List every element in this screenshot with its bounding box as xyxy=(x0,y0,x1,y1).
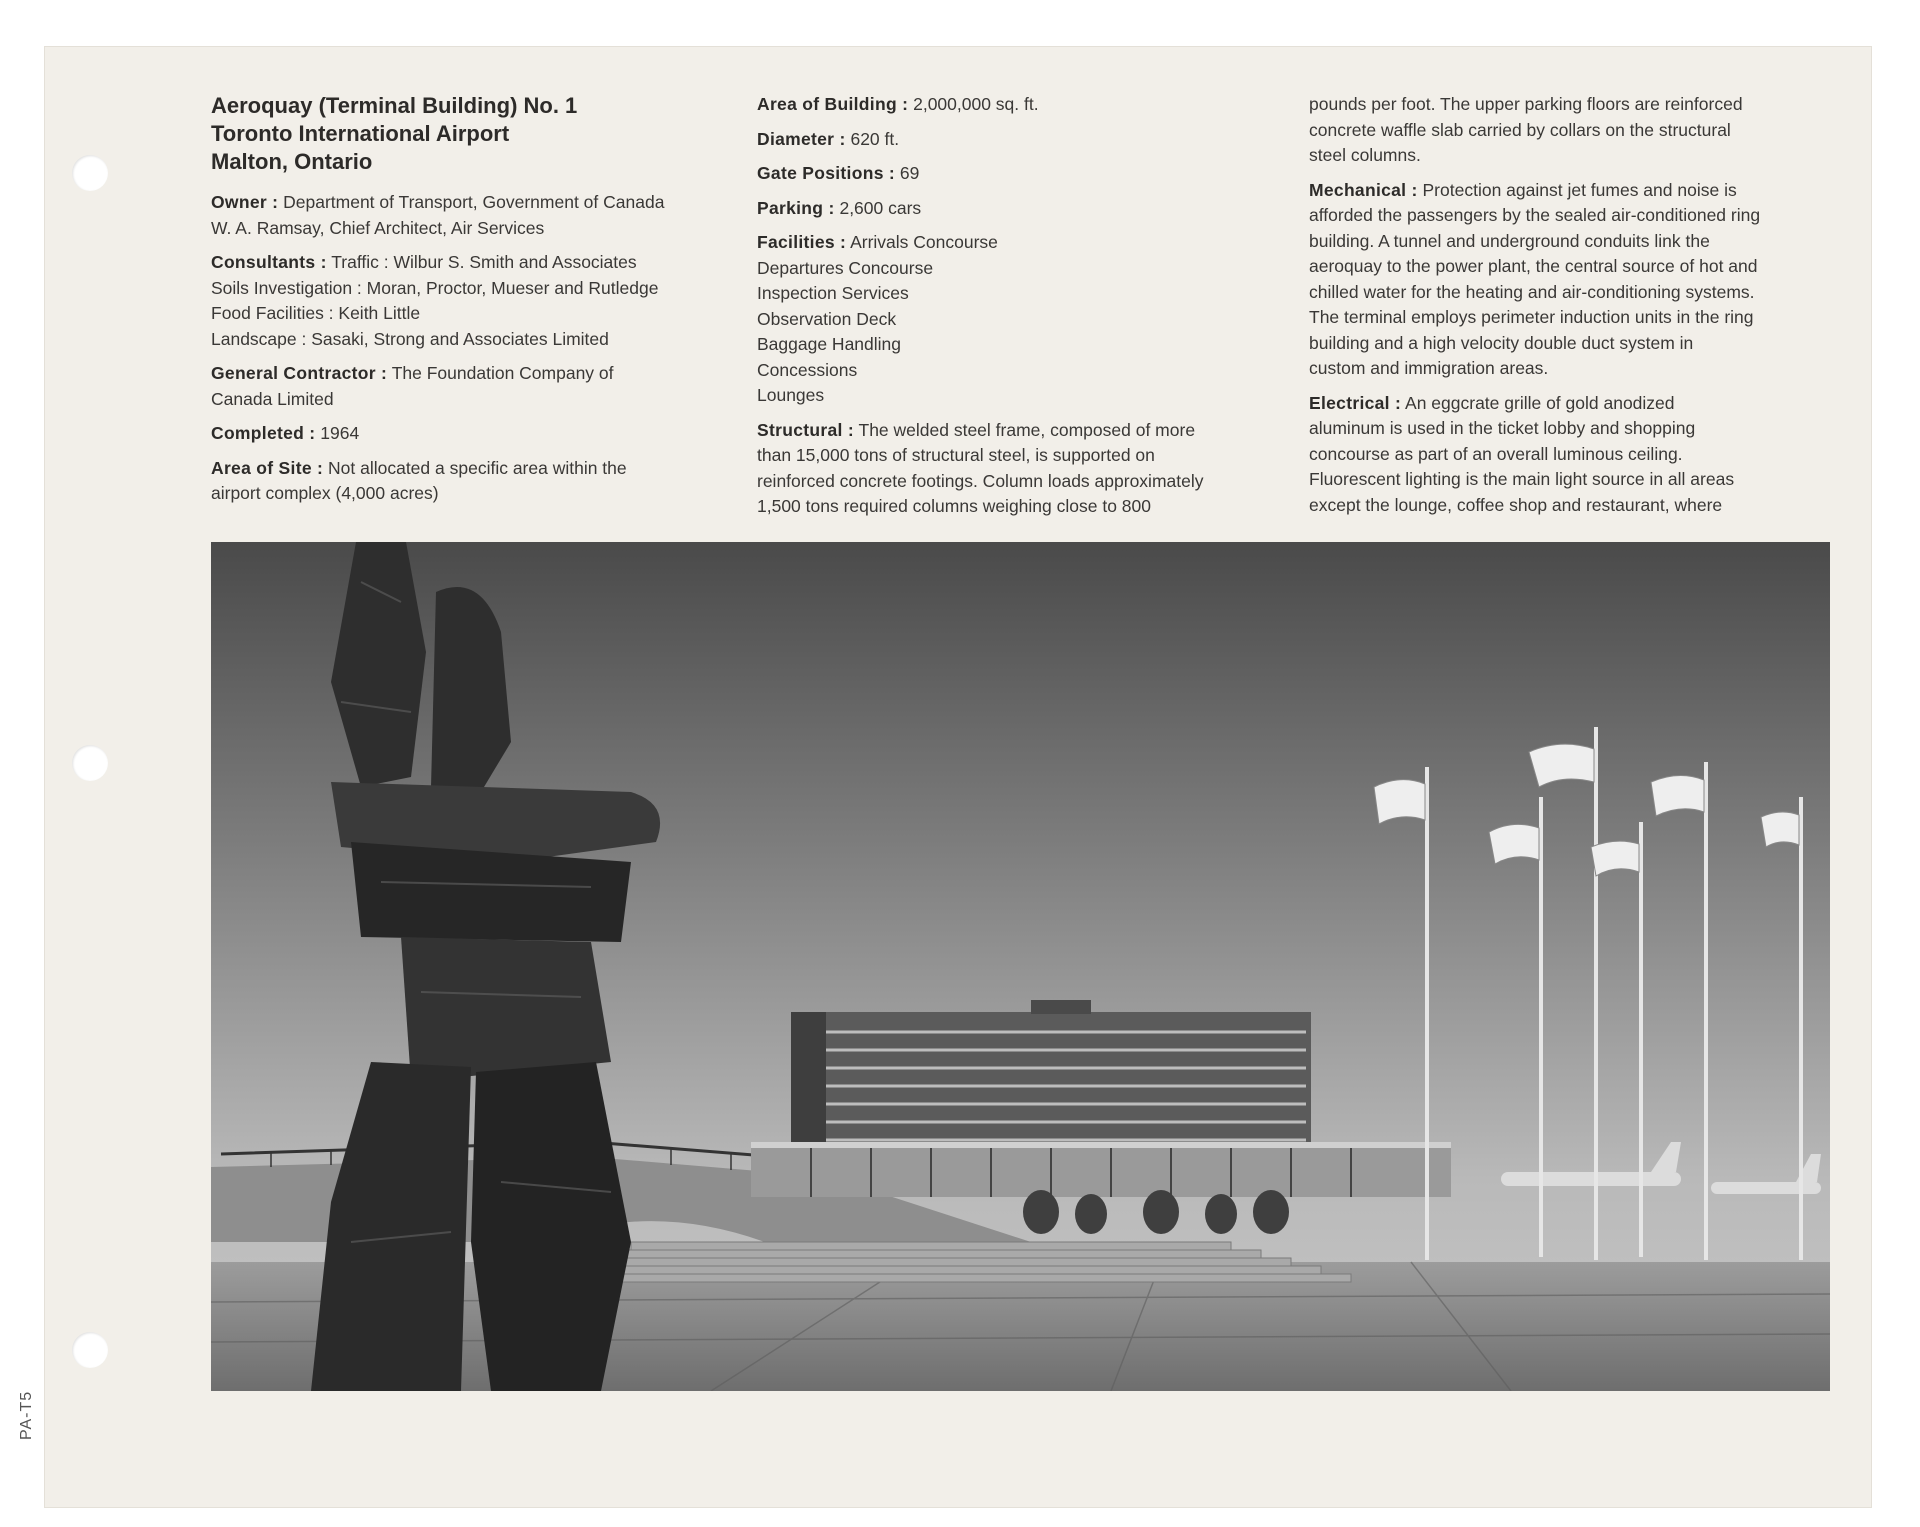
spec-line xyxy=(1309,331,1829,357)
spec-text: steel columns. xyxy=(1309,145,1421,165)
spec-key: Gate Positions : xyxy=(757,163,896,183)
sheet-code-label: PA-T5 xyxy=(18,1390,35,1440)
spec-key: Facilities : xyxy=(757,232,847,252)
spec-text: An eggcrate grille of gold anodized xyxy=(1401,392,1675,413)
spec-line xyxy=(1309,203,1829,229)
spec-entry xyxy=(211,190,731,241)
spec-text: Inspection Services xyxy=(757,283,909,303)
spec-text: Food Facilities : Keith Little xyxy=(211,303,421,323)
spec-line xyxy=(757,230,1277,256)
spec-entry xyxy=(211,361,731,412)
spec-line xyxy=(211,216,731,242)
spec-text: building and a high velocity double duct system in xyxy=(1309,332,1694,353)
spec-text: Not allocated a specific area within the xyxy=(323,457,627,478)
spec-line xyxy=(757,307,1277,333)
spec-text: Departures Concourse xyxy=(757,257,934,278)
spec-key: Area of Site : xyxy=(211,457,324,478)
spec-text: Fluorescent lighting is the main light source in all areas xyxy=(1309,469,1735,489)
spec-line xyxy=(1309,493,1829,519)
spec-entry xyxy=(1309,92,1829,169)
spec-line xyxy=(211,250,731,276)
spec-text: chilled water for the heating and air-conditioning systems. xyxy=(1309,281,1755,302)
spec-text: 69 xyxy=(895,163,920,183)
spec-line xyxy=(211,481,731,507)
spec-text: 620 ft. xyxy=(845,128,900,149)
spec-line xyxy=(211,190,731,216)
spec-entry xyxy=(757,418,1277,520)
spec-line xyxy=(757,127,1277,153)
spec-text: Canada Limited xyxy=(211,388,334,409)
spec-text: airport complex (4,000 acres) xyxy=(211,483,439,503)
spec-text: The Foundation Company of xyxy=(387,363,614,383)
spec-list-middle xyxy=(757,92,1277,520)
binder-hole xyxy=(72,155,108,191)
spec-line xyxy=(757,383,1277,409)
spec-line xyxy=(757,332,1277,358)
spec-line xyxy=(1309,467,1829,493)
spec-text: aluminum is used in the ticket lobby and shopping xyxy=(1309,418,1696,438)
spec-entry xyxy=(757,230,1277,409)
terminal-photograph xyxy=(211,542,1830,1391)
spec-line xyxy=(1309,356,1829,382)
spec-line xyxy=(211,456,731,482)
spec-line xyxy=(1309,391,1829,417)
spec-key: Electrical : xyxy=(1309,392,1402,413)
spec-line xyxy=(211,301,731,327)
spec-text: Landscape : Sasaki, Strong and Associates Limited xyxy=(211,328,609,349)
spec-text: than 15,000 tons of structural steel, is supported on xyxy=(757,445,1155,465)
spec-text: The welded steel frame, composed of more xyxy=(853,419,1196,440)
spec-line xyxy=(211,361,731,387)
spec-line xyxy=(757,469,1277,495)
column-left xyxy=(211,92,731,516)
document-title xyxy=(211,92,731,176)
spec-key: Completed : xyxy=(211,423,316,443)
spec-text: Department of Transport, Government of Canada xyxy=(278,192,665,212)
spec-text: Concessions xyxy=(757,359,858,380)
photo-illustration xyxy=(211,542,1830,1391)
spec-key: General Contractor : xyxy=(211,363,388,383)
spec-text: aeroquay to the power plant, the central source of hot and xyxy=(1309,256,1758,276)
spec-entry xyxy=(1309,391,1829,519)
spec-text: Traffic : Wilbur S. Smith and Associates xyxy=(326,252,637,272)
spec-line xyxy=(211,276,731,302)
spec-text: Observation Deck xyxy=(757,308,897,329)
spec-line xyxy=(757,494,1277,520)
spec-line xyxy=(211,421,731,447)
spec-line xyxy=(1309,143,1829,169)
spec-line xyxy=(1309,280,1829,306)
spec-key: Parking : xyxy=(757,197,835,218)
spec-text: concourse as part of an overall luminous ceiling. xyxy=(1309,443,1683,464)
spec-line xyxy=(211,327,731,353)
title-line: Malton, Ontario xyxy=(211,149,373,174)
spec-text: 2,600 cars xyxy=(834,197,922,218)
spec-entry xyxy=(1309,178,1829,382)
spec-line xyxy=(757,196,1277,222)
title-line: Toronto International Airport xyxy=(211,121,510,146)
spec-entry xyxy=(757,92,1277,118)
spec-text: Arrivals Concourse xyxy=(846,232,998,252)
spec-text: Soils Investigation : Moran, Proctor, Mueser and Rutledge xyxy=(211,277,659,298)
spec-text: building. A tunnel and underground conduits link the xyxy=(1309,230,1710,251)
column-middle xyxy=(757,92,1277,529)
spec-text: The terminal employs perimeter induction units in the ring xyxy=(1309,307,1754,327)
spec-line xyxy=(1309,305,1829,331)
spec-text: reinforced concrete footings. Column loads approximately xyxy=(757,470,1204,491)
spec-text: pounds per foot. The upper parking floors are reinforced xyxy=(1309,94,1743,114)
spec-key: Mechanical : xyxy=(1309,179,1418,200)
spec-line xyxy=(211,387,731,413)
spec-entry xyxy=(757,161,1277,187)
spec-key: Structural : xyxy=(757,419,854,440)
spec-text: afforded the passengers by the sealed air-conditioned ring xyxy=(1309,205,1761,225)
spec-line xyxy=(1309,254,1829,280)
spec-text: Protection against jet fumes and noise is xyxy=(1417,179,1737,200)
spec-text: custom and immigration areas. xyxy=(1309,358,1549,378)
spec-entry xyxy=(757,196,1277,222)
spec-line xyxy=(757,358,1277,384)
spec-text: 1964 xyxy=(315,423,360,443)
spec-line xyxy=(1309,178,1829,204)
spec-text: Lounges xyxy=(757,385,825,405)
spec-line xyxy=(1309,229,1829,255)
spec-text: concrete waffle slab carried by collars on the structural xyxy=(1309,119,1731,140)
spec-line xyxy=(757,418,1277,444)
spec-list-right xyxy=(1309,92,1829,518)
binder-hole xyxy=(72,745,108,781)
spec-list-left xyxy=(211,190,731,507)
spec-line xyxy=(757,161,1277,187)
column-right xyxy=(1309,92,1829,527)
spec-line xyxy=(757,443,1277,469)
title-line: Aeroquay (Terminal Building) No. 1 xyxy=(211,93,578,118)
spec-text: except the lounge, coffee shop and restaurant, where xyxy=(1309,494,1723,515)
spec-line xyxy=(757,92,1277,118)
spec-line xyxy=(1309,118,1829,144)
spec-text: 2,000,000 sq. ft. xyxy=(908,94,1039,114)
spec-key: Area of Building : xyxy=(757,94,909,114)
spec-entry xyxy=(211,421,731,447)
spec-entry xyxy=(211,250,731,352)
spec-text: Baggage Handling xyxy=(757,334,902,354)
spec-key: Consultants : xyxy=(211,252,327,272)
document-page xyxy=(45,47,1871,1507)
spec-entry xyxy=(211,456,731,507)
spec-text: 1,500 tons required columns weighing close to 800 xyxy=(757,496,1151,516)
spec-entry xyxy=(757,127,1277,153)
spec-line xyxy=(757,256,1277,282)
spec-line xyxy=(1309,442,1829,468)
spec-line xyxy=(1309,416,1829,442)
spec-text: W. A. Ramsay, Chief Architect, Air Services xyxy=(211,217,545,238)
spec-line xyxy=(1309,92,1829,118)
spec-key: Diameter : xyxy=(757,128,846,149)
binder-hole xyxy=(72,1332,108,1368)
spec-key: Owner : xyxy=(211,192,279,212)
spec-line xyxy=(757,281,1277,307)
